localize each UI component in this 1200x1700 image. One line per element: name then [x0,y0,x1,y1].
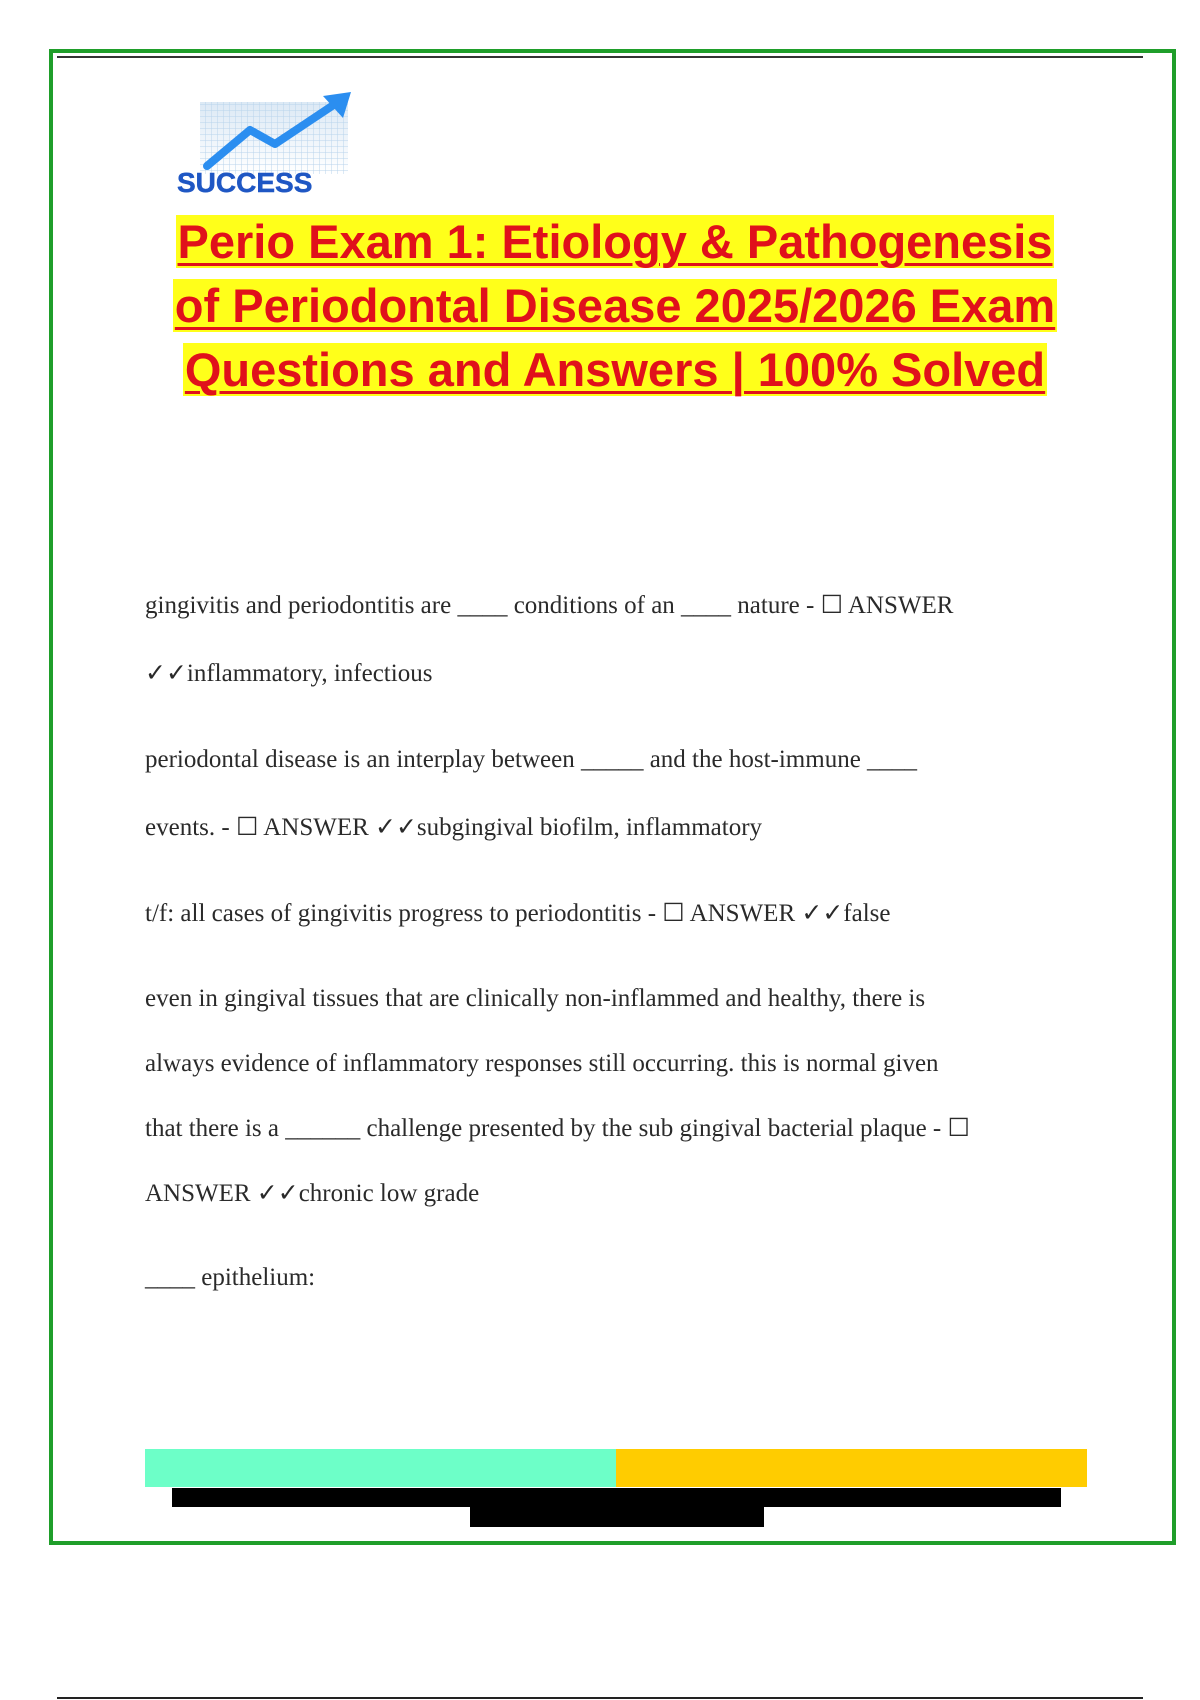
question-text: ____ epithelium: [145,1264,316,1291]
question-text: t/f: all cases of gingivitis progress to periodontitis - ☐ ANSWER ✓✓false [145,900,891,927]
footer-black-tab [470,1505,764,1527]
success-logo [175,92,375,204]
qa-item [145,880,1075,948]
bottom-rule [57,1697,1143,1699]
question-line: even in gingival tissues that are clinically non-inflammed and healthy, there is [145,985,926,1012]
answer-text: events. - ☐ ANSWER ✓✓subgingival biofilm, inflammatory [145,814,763,841]
question-line: always evidence of inflammatory responses still occurring. this is normal given [145,1050,939,1077]
footer-bar-right [616,1449,1087,1487]
upward-trend-arrow-icon [175,92,375,204]
document-title [130,210,1100,402]
question-text: gingivitis and periodontitis are ____ conditions of an ____ nature - ☐ ANSWER [145,592,954,619]
question-text: periodontal disease is an interplay between _____ and the host-immune ____ [145,746,918,773]
title-line-3: Questions and Answers | 100% Solved [184,343,1046,396]
qa-item [145,726,1075,862]
answer-text: ✓✓inflammatory, infectious [145,660,433,687]
footer-bar-left [145,1449,616,1487]
qa-item [145,966,1075,1226]
top-rule [57,56,1143,58]
qa-item [145,1244,1075,1312]
title-line-2: of Periodontal Disease 2025/2026 Exam [174,279,1056,332]
qa-item [145,572,1075,708]
question-line: that there is a ______ challenge presented by the sub gingival bacterial plaque - ☐ [145,1115,970,1142]
answer-text: ANSWER ✓✓chronic low grade [145,1180,480,1207]
qa-list [145,572,1075,1330]
logo-text: SUCCESS [177,167,313,198]
title-line-1: Perio Exam 1: Etiology & Pathogenesis [177,215,1053,268]
footer-color-bar [145,1449,1087,1487]
